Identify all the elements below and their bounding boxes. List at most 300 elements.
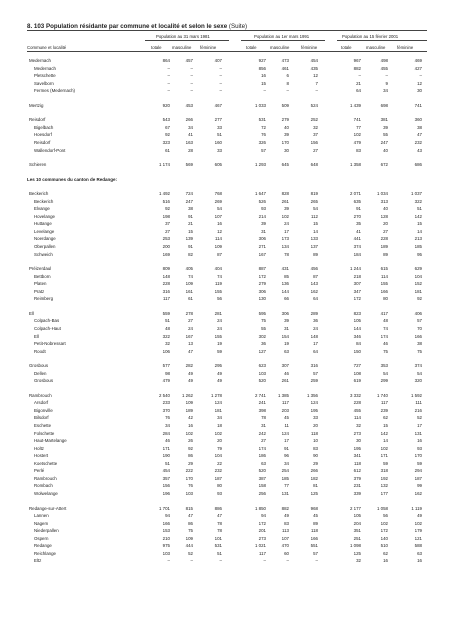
cell-feminine-1991: – [315,558,318,564]
cell-masculine-1991: 261 [281,378,289,384]
locality-row [0,317,452,324]
cell-totale-1991: 856 [258,65,266,71]
cell-masculine-2001: 1 034 [377,191,388,197]
cell-masculine-1981: 15 [188,228,193,234]
cell-masculine-1981: 13 [188,341,193,347]
cell-totale-1991: 531 [258,117,266,123]
cell-totale-1991: – [263,558,266,564]
cell-feminine-1991: 456 [310,266,318,272]
cell-masculine-2001: 15 [383,423,388,428]
cell-masculine-1981: – [190,65,193,71]
locality-row [0,147,452,154]
cell-totale-1981: 51 [165,460,170,466]
cell-feminine-1991: 17 [313,341,318,347]
cell-totale-2001: 619 [353,378,361,384]
cell-masculine-2001: 9 [385,80,388,86]
cell-totale-1981: 156 [162,483,170,489]
cell-totale-1981: 253 [162,236,170,242]
cell-feminine-1981: 24 [217,318,222,324]
cell-totale-2001: 231 [353,483,361,489]
cell-totale-1991: 595 [258,310,266,316]
cell-masculine-1991: 107 [281,535,289,541]
cell-feminine-2001: 121 [414,535,422,541]
cell-totale-1981: 27 [165,228,170,234]
cell-totale-2001: 105 [353,318,361,324]
cell-totale-1981: 76 [165,415,170,421]
cell-totale-1981: 67 [165,124,170,130]
cell-masculine-2001: 55 [383,132,388,138]
cell-feminine-2001: 469 [414,58,422,63]
cell-totale-1981: 92 [165,132,170,138]
cell-feminine-1981: 155 [214,288,222,294]
cell-feminine-2001: 294 [414,468,422,474]
cell-totale-2001: 1 439 [350,102,361,108]
cell-totale-1991: 78 [261,415,266,421]
cell-feminine-1981: – [219,65,222,71]
cell-feminine-1981: 78 [217,528,222,534]
cell-feminine-2001: 70 [417,325,422,331]
locality-name: Savelborn [34,80,54,86]
cell-masculine-1991: 306 [281,310,289,316]
locality-name: Rambrouch [34,475,57,481]
cell-masculine-1981: 41 [188,132,193,138]
table-title [27,23,247,30]
cell-totale-1981: 323 [162,139,170,145]
section-heading [0,176,452,183]
cell-feminine-1991: 29 [313,460,318,466]
cell-totale-1981: 809 [162,266,170,272]
cell-feminine-1991: 89 [313,520,318,526]
cell-masculine-1981: 189 [185,407,193,413]
cell-totale-2001: 150 [353,348,361,354]
cell-masculine-1981: 724 [185,191,193,197]
cell-totale-1991: 127 [258,348,266,354]
cell-feminine-1981: 54 [217,206,222,212]
locality-row [0,467,452,474]
locality-row [0,414,452,421]
locality-name: Eltz [34,558,42,564]
cell-masculine-1991: 461 [281,65,289,71]
commune-name: Rambrouch [29,392,52,398]
cell-feminine-1981: 768 [214,191,222,197]
cell-feminine-2001: 162 [414,490,422,496]
cell-totale-2001: 228 [353,400,361,406]
cell-feminine-2001: 102 [414,520,422,526]
cell-feminine-1991: 64 [313,348,318,354]
cell-feminine-1981: 295 [214,363,222,369]
cell-feminine-1991: 143 [310,281,318,287]
cell-feminine-1981: 281 [214,310,222,316]
cell-feminine-1991: – [315,88,318,94]
cell-feminine-1991: 162 [310,288,318,294]
cell-feminine-2001: 322 [414,198,422,204]
cell-masculine-1991: 45 [284,415,289,421]
cell-masculine-1991: 473 [281,58,289,63]
cell-masculine-1981: – [190,80,193,86]
cell-totale-1981: – [167,80,170,86]
cell-masculine-1981: 86 [188,453,193,459]
cell-masculine-1981: 444 [185,543,193,549]
cell-feminine-1991: 36 [313,318,318,324]
locality-name: Fermes (Medernach) [34,88,75,94]
cell-masculine-2001: 313 [380,198,388,204]
cell-masculine-2001: 102 [380,520,388,526]
cell-feminine-1981: 102 [214,430,222,436]
locality-row [0,490,452,497]
commune-name: Ell [29,310,34,316]
locality-row [0,370,452,377]
cell-totale-2001: 635 [353,198,361,204]
cell-feminine-2001: 38 [417,341,422,347]
header-bottom-rule [27,51,427,52]
cell-masculine-2001: 239 [380,407,388,413]
cell-feminine-1981: 33 [217,124,222,130]
column-header-feminine-1981: féminine [200,45,217,50]
cell-totale-2001: 32 [356,558,361,564]
cell-totale-1981: 32 [165,341,170,347]
cell-feminine-1991: 57 [313,370,318,376]
cell-masculine-1981: 74 [188,273,193,279]
cell-totale-2001: 823 [353,310,361,316]
locality-name: Platen [34,281,47,287]
cell-masculine-2001: 1 740 [377,392,388,398]
locality-name: Medernach [34,65,56,71]
cell-masculine-1991: 102 [281,213,289,219]
cell-masculine-1991: 19 [284,341,289,347]
locality-name: Bilsdorf [34,415,49,421]
cell-feminine-1981: – [219,558,222,564]
cell-masculine-2001: 455 [380,65,388,71]
cell-feminine-1991: 10 [313,438,318,444]
cell-totale-1991: 927 [258,58,266,63]
cell-masculine-1981: 569 [185,162,193,168]
locality-row [0,325,452,332]
cell-feminine-2001: 47 [417,132,422,138]
cell-totale-2001: 374 [353,244,361,249]
column-header-masculine-1991: masculine [270,45,290,50]
cell-masculine-2001: 192 [380,475,388,481]
cell-totale-2001: 1 098 [350,543,361,549]
cell-masculine-1991: 431 [281,266,289,272]
locality-row [0,407,452,414]
cell-totale-1981: 166 [162,520,170,526]
cell-feminine-1991: 112 [311,213,318,219]
locality-row [0,430,452,437]
locality-row [0,550,452,557]
cell-totale-2001: 35 [356,221,361,227]
cell-masculine-1981: 28 [188,147,193,153]
cell-totale-1991: 103 [258,370,266,376]
cell-feminine-1991: 156 [310,139,318,145]
cell-feminine-1991: 182 [310,475,318,481]
locality-name: Levelange [34,228,55,234]
cell-totale-1981: – [167,88,170,94]
cell-totale-1991: 526 [258,198,266,204]
locality-row [0,198,452,205]
cell-totale-1991: 326 [258,139,266,145]
cell-feminine-1991: 37 [313,132,318,138]
cell-totale-2001: 172 [353,296,361,302]
cell-feminine-1991: 819 [310,191,318,197]
cell-masculine-2001: 56 [383,513,388,519]
locality-row [0,124,452,131]
cell-totale-2001: 184 [353,251,361,257]
cell-totale-1981: 200 [162,244,170,249]
cell-totale-1981: 153 [162,528,170,534]
locality-name: Hovelange [34,213,55,219]
commune-name: Grosbous [29,363,49,369]
cell-feminine-1991: 166 [310,535,318,541]
group-rule-2001 [337,40,427,41]
column-header-totale-1981: totale [151,45,162,50]
commune-row [0,392,452,399]
cell-feminine-1991: 64 [313,296,318,302]
cell-feminine-1991: 289 [310,310,318,316]
cell-totale-1991: 172 [258,273,266,279]
cell-feminine-2001: 320 [414,378,422,384]
cell-feminine-1981: 104 [214,453,222,459]
cell-feminine-2001: 588 [414,543,422,549]
cell-totale-2001: 351 [353,528,361,534]
cell-masculine-2001: 117 [381,400,388,406]
locality-name: Haut-Martelange [34,438,67,444]
cell-totale-1981: 171 [162,445,170,451]
cell-feminine-1981: 24 [217,325,222,331]
cell-totale-1991: 241 [258,400,266,406]
cell-feminine-2001: 142 [414,213,422,219]
cell-masculine-1991: 17 [284,228,289,234]
locality-row [0,273,452,280]
table-number: 8. 103 [27,23,45,30]
cell-feminine-1981: 80 [217,483,222,489]
cell-totale-1991: 174 [258,445,266,451]
cell-masculine-1981: 1 262 [182,392,193,398]
cell-totale-2001: 118 [354,460,361,466]
cell-feminine-1991: 24 [313,325,318,331]
cell-feminine-1991: 87 [313,273,318,279]
locality-row [0,557,452,564]
cell-feminine-2001: 427 [414,65,422,71]
cell-feminine-2001: 93 [417,445,422,451]
cell-feminine-2001: 741 [414,102,422,108]
cell-feminine-1981: 886 [214,505,222,511]
cell-totale-1991: 398 [258,407,266,413]
cell-feminine-2001: 16 [417,558,422,564]
locality-row [0,131,452,138]
cell-feminine-1991: 266 [310,468,318,474]
cell-totale-1981: 864 [162,58,170,63]
locality-name: Noerdange [34,236,56,242]
cell-totale-1981: 106 [162,348,170,354]
cell-masculine-1981: 49 [188,378,193,384]
locality-row [0,340,452,347]
cell-masculine-1981: 815 [185,505,193,511]
cell-totale-1991: 201 [258,528,266,534]
column-header-commune: Commune et localité [27,45,67,50]
cell-masculine-2001: 40 [383,206,388,212]
cell-totale-1991: 242 [258,430,266,436]
locality-name: Folschette [34,430,55,436]
commune-row [0,102,452,109]
cell-feminine-2001: 1 119 [411,505,422,511]
cell-feminine-1991: 316 [310,363,318,369]
cell-feminine-2001: 170 [414,453,422,459]
cell-masculine-1981: 27 [188,318,193,324]
cell-feminine-1991: 124 [310,400,318,406]
cell-feminine-2001: 406 [414,310,422,316]
cell-feminine-1991: 33 [313,415,318,421]
column-header-masculine-1981: masculine [172,45,192,50]
cell-masculine-2001: 20 [383,221,388,227]
cell-totale-1981: 1 174 [159,162,170,168]
cell-feminine-2001: 52 [417,415,422,421]
cell-masculine-1991: – [286,88,289,94]
cell-masculine-1981: 457 [185,58,193,63]
cell-masculine-2001: 381 [380,117,388,123]
cell-totale-2001: 307 [353,281,361,287]
cell-masculine-2001: 166 [380,288,388,294]
cell-masculine-2001: 140 [380,535,388,541]
cell-masculine-2001: 48 [383,318,388,324]
locality-name: Wallendorf-Pont [34,147,66,153]
locality-name: Hoesdorf [34,132,52,138]
locality-row [0,445,452,452]
cell-totale-1981: 1 701 [159,505,170,511]
cell-masculine-1981: 91 [188,213,193,219]
cell-feminine-1981: 20 [217,438,222,444]
locality-name: Eschette [34,423,52,428]
cell-feminine-1991: 435 [310,65,318,71]
cell-masculine-2001: 247 [380,139,388,145]
cell-masculine-2001: 40 [383,147,388,153]
cell-feminine-2001: 232 [414,139,422,145]
cell-masculine-1991: 170 [281,139,289,145]
cell-totale-2001: 204 [353,520,361,526]
locality-row [0,280,452,287]
cell-feminine-1981: 22 [217,460,222,466]
commune-name: Medernach [29,58,51,63]
cell-totale-1991: 306 [258,236,266,242]
cell-totale-1981: 1 492 [159,191,170,197]
column-header-totale-2001: totale [341,45,352,50]
cell-totale-1981: 169 [162,251,170,257]
cell-feminine-1991: 20 [313,423,318,428]
cell-totale-2001: 91 [356,206,361,212]
cell-totale-1991: 1 033 [255,102,266,108]
commune-row [0,190,452,197]
cell-feminine-2001: 181 [414,288,422,294]
cell-feminine-1991: 551 [310,543,318,549]
cell-feminine-1991: 125 [310,490,318,496]
locality-row [0,205,452,212]
locality-name: Holtz [34,445,45,451]
cell-totale-1991: 130 [258,296,266,302]
cell-totale-1991: 72 [261,124,266,130]
cell-totale-1981: 559 [162,310,170,316]
cell-feminine-1991: 148 [310,333,318,339]
cell-totale-1981: 196 [162,490,170,496]
cell-feminine-1981: – [219,73,222,79]
cell-totale-1991: 1 293 [255,162,266,168]
cell-totale-2001: 105 [353,513,361,519]
cell-masculine-2001: 353 [380,363,388,369]
cell-feminine-1981: 605 [214,162,222,168]
locality-row [0,235,452,242]
cell-feminine-2001: 1 592 [411,392,422,398]
cell-masculine-1991: 17 [284,438,289,444]
locality-row [0,482,452,489]
cell-masculine-1991: 144 [281,288,289,294]
group-header-1981: Population au 31 mars 1981 [156,34,210,39]
cell-feminine-1981: 407 [214,58,222,63]
cell-totale-1981: 210 [162,535,170,541]
cell-totale-2001: 1 244 [350,266,361,272]
locality-name: Ell [34,333,39,339]
cell-feminine-1981: 109 [214,244,222,249]
cell-feminine-1991: 45 [313,513,318,519]
cell-masculine-2001: 171 [380,453,388,459]
cell-feminine-1981: 467 [214,102,222,108]
locality-row [0,220,452,227]
locality-name: Bigelbach [34,124,54,130]
cell-masculine-1981: 247 [185,198,193,204]
cell-totale-1981: 357 [162,475,170,481]
commune-name: Reisdorf [29,117,46,123]
cell-feminine-1981: 16 [217,221,222,227]
cell-masculine-1991: 60 [284,550,289,556]
cell-feminine-2001: 152 [414,281,422,287]
cell-feminine-1981: 47 [217,513,222,519]
cell-totale-2001: 125 [353,550,361,556]
cell-totale-1991: 16 [261,73,266,79]
cell-totale-1981: 61 [165,147,170,153]
cell-feminine-2001: 95 [417,251,422,257]
cell-masculine-1991: 645 [281,162,289,168]
cell-masculine-1991: 117 [282,400,289,406]
cell-feminine-2001: 15 [417,221,422,227]
cell-masculine-2001: 114 [381,273,388,279]
cell-feminine-1991: 195 [310,407,318,413]
cell-masculine-1991: 63 [284,348,289,354]
cell-masculine-2001: 62 [383,550,388,556]
cell-totale-1991: – [263,88,266,94]
cell-masculine-1981: – [190,73,193,79]
cell-totale-1981: 92 [165,206,170,212]
cell-masculine-1981: 26 [188,438,193,444]
cell-totale-1991: 36 [261,341,266,347]
locality-name: Niederpallen [34,528,59,534]
cell-totale-1981: 920 [162,102,170,108]
cell-feminine-1981: 19 [217,341,222,347]
cell-totale-2001: 882 [353,65,361,71]
cell-masculine-1981: 109 [185,400,193,406]
cell-masculine-1991: 39 [284,132,289,138]
cell-masculine-1981: 91 [188,244,193,249]
cell-totale-1991: 31 [261,423,266,428]
cell-feminine-1991: 454 [310,58,318,63]
cell-totale-2001: 195 [353,445,361,451]
cell-masculine-1991: 6 [286,73,289,79]
cell-feminine-1981: 155 [214,333,222,339]
cell-feminine-1981: 404 [214,266,222,272]
cell-feminine-1981: 114 [215,236,222,242]
cell-masculine-1991: 96 [284,453,289,459]
cell-totale-1991: 887 [258,266,266,272]
cell-totale-2001: 30 [356,438,361,444]
cell-feminine-1981: 49 [217,378,222,384]
cell-totale-1981: 479 [162,378,170,384]
cell-masculine-1981: 49 [188,370,193,376]
